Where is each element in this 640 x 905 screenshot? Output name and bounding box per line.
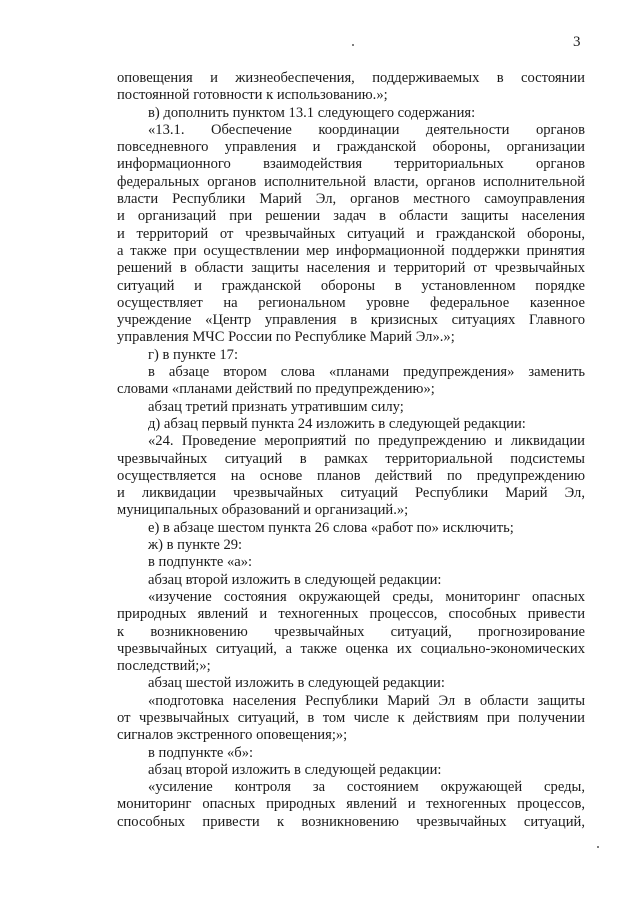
text-line: управления МЧС России по Республике Марий Эл».»; [117,329,455,346]
text-line: сигналов экстренного оповещения;»; [117,727,348,744]
text-line: «усиление контроля за состоянием окружающей среды, [148,779,585,796]
text-line: в подпункте «а»: [148,554,253,571]
text-line: г) в пункте 17: [148,346,238,363]
text-line: абзац шестой изложить в следующей редакции: [148,675,445,692]
text-line: а также при осуществлении мер информационной поддержки принятия [117,242,585,259]
text-line: от чрезвычайных ситуаций, в том числе к действиям при получении [117,709,585,726]
text-line: способных привести к возникновению чрезвычайных ситуаций, [117,813,585,830]
text-line: информационного взаимодействия территориальных органов [117,156,585,173]
text-line: абзац второй изложить в следующей редакции: [148,571,442,588]
text-line: ситуаций и гражданской обороны в установленном порядке [117,277,585,294]
scan-speck [597,846,599,848]
text-line: словами «планами действий по предупреждению»; [117,381,435,398]
text-line: осуществляется на основе планов действий по предупреждению [117,467,585,484]
text-line: и территорий от чрезвычайных ситуаций и гражданской обороны, [117,225,585,242]
text-line: «13.1. Обеспечение координации деятельности органов [148,121,585,138]
text-line: абзац второй изложить в следующей редакции: [148,761,442,778]
text-line: оповещения и жизнеобеспечения, поддерживаемых в состоянии [117,70,585,86]
text-line: повседневного управления и гражданской обороны, организации [117,139,585,156]
text-line: ж) в пункте 29: [148,537,243,554]
text-line: мониторинг опасных природных явлений и техногенных процессов, [117,796,585,813]
text-line: в) дополнить пунктом 13.1 следующего содержания: [148,104,476,121]
text-line: чрезвычайных ситуаций в рамках территориальной подсистемы [117,450,585,467]
text-line: власти Республики Марий Эл, органов местного самоуправления [117,191,585,208]
text-line: муниципальных образований и организаций.»; [117,502,409,519]
text-line: последствий;»; [117,658,211,675]
text-line: «24. Проведение мероприятий по предупреждению и ликвидации [148,433,585,450]
text-line: чрезвычайных ситуаций, а также оценка их социально-экономических [117,640,585,657]
text-line: решений в области защиты населения и территорий от чрезвычайных [117,260,585,277]
text-line: и организаций при решении задач в области защиты населения [117,208,585,225]
text-line: природных явлений и техногенных процессов, способных привести [117,606,585,623]
page-number: 3 [573,34,581,50]
text-line: в подпункте «б»: [148,744,254,761]
text-line: к возникновению чрезвычайных ситуаций, прогнозирование [117,623,585,640]
text-line: федеральных органов исполнительной власти, органов исполнительной [117,173,585,190]
text-line: учреждение «Центр управления в кризисных ситуациях Главного [117,312,585,329]
text-line: е) в абзаце шестом пункта 26 слова «работ по» исключить; [148,519,514,536]
text-line: «изучение состояния окружающей среды, мониторинг опасных [148,588,585,605]
document-body [117,70,585,831]
scan-speck [352,44,354,46]
text-line: д) абзац первый пункта 24 изложить в следующей редакции: [148,415,526,432]
text-line: в абзаце втором слова «планами предупреждения» заменить [148,364,585,381]
text-line: и ликвидации чрезвычайных ситуаций Республики Марий Эл, [117,485,585,502]
text-line: постоянной готовности к использованию.»; [117,87,388,104]
text-line: абзац третий признать утратившим силу; [148,398,404,415]
text-line: «подготовка населения Республики Марий Эл в области защиты [148,692,585,709]
text-line: осуществляет на региональном уровне федеральное казенное [117,294,585,311]
